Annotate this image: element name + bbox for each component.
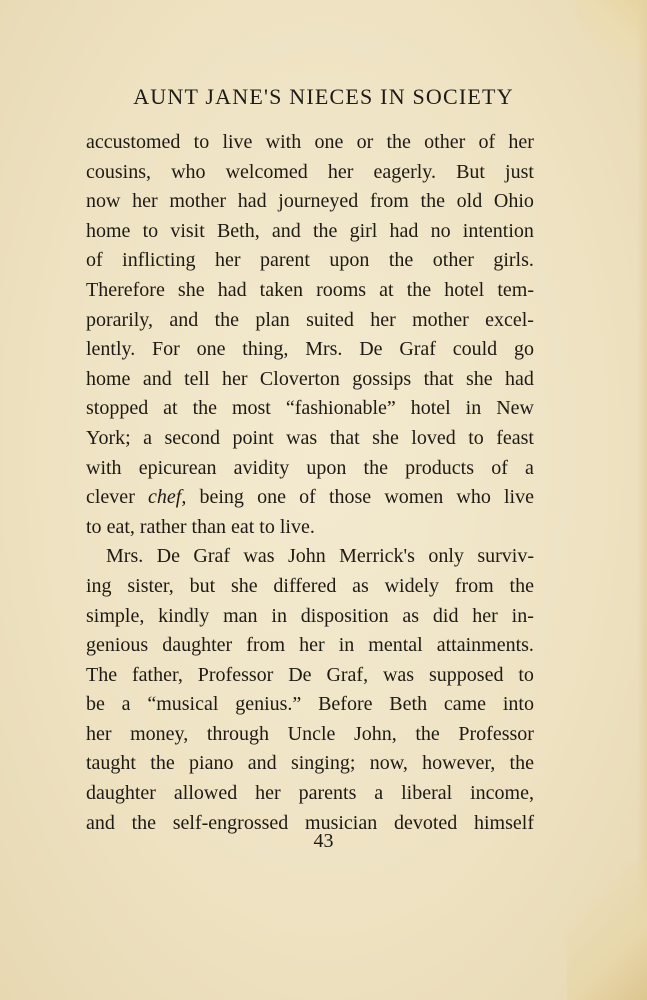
page-number: 43 bbox=[313, 830, 334, 852]
word: lently. bbox=[86, 338, 136, 361]
word: home bbox=[86, 367, 131, 390]
word: the bbox=[214, 308, 239, 331]
word: she bbox=[465, 367, 493, 390]
word: the bbox=[192, 397, 217, 420]
word: eat, bbox=[106, 515, 140, 538]
word: and bbox=[86, 811, 115, 834]
word: upon bbox=[329, 249, 370, 272]
word: was bbox=[243, 545, 275, 568]
word: journeyed bbox=[278, 190, 359, 213]
word: chef, bbox=[148, 486, 187, 509]
word: her bbox=[299, 634, 325, 657]
text-line bbox=[86, 661, 534, 691]
word: now, bbox=[369, 752, 408, 775]
word: taken bbox=[259, 278, 303, 301]
word: second bbox=[164, 426, 221, 449]
word: gossips bbox=[352, 367, 412, 390]
word: a bbox=[525, 456, 534, 479]
word: or bbox=[356, 131, 374, 153]
word: just bbox=[505, 160, 534, 183]
word: the bbox=[386, 131, 411, 153]
word: her bbox=[132, 190, 158, 213]
word: epicurean bbox=[138, 456, 217, 479]
word: but bbox=[189, 574, 216, 597]
word: cousins, bbox=[86, 160, 151, 183]
word: than bbox=[191, 515, 231, 538]
word: intention bbox=[462, 219, 534, 242]
word: excel- bbox=[485, 308, 534, 331]
word: taught bbox=[86, 752, 136, 775]
word: from bbox=[369, 190, 409, 213]
word: supposed bbox=[429, 663, 504, 686]
word: who bbox=[456, 486, 491, 509]
word: who bbox=[171, 160, 206, 183]
word: eagerly. bbox=[373, 160, 436, 183]
word: her bbox=[222, 367, 248, 390]
word: and bbox=[247, 752, 277, 775]
word: to bbox=[259, 515, 280, 538]
word: York; bbox=[86, 426, 131, 449]
word: liberal bbox=[401, 782, 453, 805]
word: kindly bbox=[158, 604, 210, 627]
word: daughter bbox=[162, 634, 233, 657]
word: a bbox=[121, 693, 131, 716]
word: her bbox=[472, 604, 498, 627]
word: as bbox=[352, 574, 369, 597]
word: as bbox=[402, 604, 420, 627]
word: thing, bbox=[242, 338, 289, 361]
text-line bbox=[86, 276, 534, 306]
word: the bbox=[131, 811, 157, 834]
word: and bbox=[142, 367, 172, 390]
word: ing bbox=[86, 574, 112, 597]
word: visit bbox=[170, 219, 205, 242]
word: genius.” bbox=[235, 693, 302, 716]
word: her bbox=[327, 160, 354, 183]
text-line bbox=[86, 483, 534, 513]
word: with bbox=[265, 131, 302, 153]
word: mother bbox=[169, 190, 227, 213]
text-line bbox=[86, 720, 534, 750]
word: was bbox=[382, 663, 415, 686]
text-line bbox=[86, 749, 534, 779]
word: had bbox=[505, 367, 534, 390]
word: allowed bbox=[173, 782, 238, 805]
word: one bbox=[257, 486, 286, 509]
word: porarily, bbox=[86, 308, 154, 331]
word: products bbox=[405, 456, 475, 479]
word: the bbox=[509, 752, 534, 775]
word: The bbox=[86, 663, 118, 686]
word: welcomed bbox=[225, 160, 308, 183]
text-line bbox=[86, 187, 534, 217]
word: piano bbox=[189, 752, 234, 775]
word: rooms bbox=[316, 278, 367, 301]
word: other bbox=[432, 249, 474, 272]
word: of bbox=[491, 456, 508, 479]
text-line bbox=[86, 424, 534, 454]
word: De bbox=[288, 663, 312, 686]
word: Beth bbox=[389, 693, 428, 716]
word: those bbox=[328, 486, 372, 509]
word: had bbox=[237, 190, 267, 213]
word: the bbox=[415, 722, 440, 745]
text-line bbox=[86, 631, 534, 661]
text-line bbox=[86, 306, 534, 336]
word: in bbox=[271, 604, 287, 627]
running-header: AUNT JANE'S NIECES IN SOCIETY bbox=[133, 84, 514, 109]
word: point bbox=[232, 426, 274, 449]
word: Ohio bbox=[493, 190, 534, 213]
text-line bbox=[86, 335, 534, 365]
text-line bbox=[86, 158, 534, 188]
word: from bbox=[454, 574, 494, 597]
text-line bbox=[86, 572, 534, 602]
word: into bbox=[502, 693, 534, 716]
text-line bbox=[86, 454, 534, 484]
word: at bbox=[379, 278, 394, 301]
word: however, bbox=[422, 752, 496, 775]
word: father, bbox=[132, 663, 183, 686]
word: Professor bbox=[197, 663, 274, 686]
word: through bbox=[206, 722, 270, 745]
word: loved bbox=[411, 426, 456, 449]
word: hotel bbox=[410, 397, 451, 420]
word: she bbox=[372, 426, 399, 449]
word: Merrick's bbox=[339, 545, 415, 568]
word: plan bbox=[255, 308, 290, 331]
word: her bbox=[214, 249, 241, 272]
word: genious bbox=[86, 634, 149, 657]
word: Graf, bbox=[326, 663, 369, 686]
word: Mrs. bbox=[106, 545, 144, 568]
word: to bbox=[518, 663, 534, 686]
word: Graf bbox=[193, 545, 231, 568]
word: most bbox=[231, 397, 271, 420]
word: income, bbox=[470, 782, 534, 805]
word: De bbox=[156, 545, 180, 568]
word: a bbox=[374, 782, 384, 805]
word: only bbox=[428, 545, 464, 568]
word: attainments. bbox=[436, 634, 534, 657]
word: other bbox=[424, 131, 466, 153]
word: of bbox=[86, 249, 103, 272]
word: live. bbox=[279, 515, 315, 538]
word: eat bbox=[230, 515, 260, 538]
word: a bbox=[143, 426, 153, 449]
word: inflicting bbox=[122, 249, 196, 272]
word: tem- bbox=[497, 278, 534, 301]
word: girl bbox=[349, 219, 378, 242]
word: suited bbox=[306, 308, 354, 331]
word: tell bbox=[184, 367, 210, 390]
page-corner-tear bbox=[567, 860, 647, 1000]
word: feast bbox=[496, 426, 534, 449]
word: and bbox=[169, 308, 199, 331]
word: De bbox=[359, 338, 383, 361]
word: the bbox=[420, 190, 445, 213]
word: came bbox=[443, 693, 487, 716]
word: her bbox=[86, 722, 112, 745]
word: be bbox=[86, 693, 105, 716]
word: mother bbox=[412, 308, 469, 331]
word: live bbox=[222, 131, 253, 153]
word: that bbox=[423, 367, 454, 390]
word: to bbox=[142, 219, 159, 242]
text-line bbox=[86, 246, 534, 276]
word: home bbox=[86, 219, 131, 242]
word: musician bbox=[305, 811, 378, 834]
word: to bbox=[193, 131, 210, 153]
word: Before bbox=[318, 693, 373, 716]
word: her bbox=[370, 308, 396, 331]
word: at bbox=[163, 397, 178, 420]
word: the bbox=[388, 249, 414, 272]
word: with bbox=[86, 456, 122, 479]
word: parents bbox=[298, 782, 357, 805]
word: had bbox=[217, 278, 247, 301]
word: could bbox=[452, 338, 498, 361]
word: women bbox=[384, 486, 444, 509]
word: did bbox=[432, 604, 459, 627]
word: himself bbox=[473, 811, 534, 834]
word: the bbox=[363, 456, 388, 479]
word: she bbox=[230, 574, 258, 597]
word: rather bbox=[139, 515, 192, 538]
word: devoted bbox=[393, 811, 458, 834]
word: old bbox=[456, 190, 483, 213]
word: Uncle bbox=[287, 722, 336, 745]
word: John bbox=[287, 545, 326, 568]
word: “fashionable” bbox=[285, 397, 396, 420]
word: Beth, bbox=[216, 219, 260, 242]
word: of bbox=[478, 131, 496, 153]
word: in bbox=[338, 634, 355, 657]
word: clever bbox=[86, 486, 135, 509]
word: upon bbox=[306, 456, 347, 479]
word: For bbox=[152, 338, 180, 361]
word: accustomed bbox=[86, 131, 181, 153]
word: that bbox=[329, 426, 360, 449]
word: girls. bbox=[493, 249, 534, 272]
word: man bbox=[223, 604, 258, 627]
word: one bbox=[314, 131, 344, 153]
word: her bbox=[508, 131, 534, 153]
word: the bbox=[150, 752, 175, 775]
word: go bbox=[513, 338, 534, 361]
word: John, bbox=[353, 722, 397, 745]
word: one bbox=[196, 338, 226, 361]
word: live bbox=[503, 486, 534, 509]
word: Mrs. bbox=[305, 338, 343, 361]
text-line bbox=[86, 542, 534, 572]
text-line bbox=[86, 513, 534, 543]
word: in- bbox=[511, 604, 534, 627]
word: Therefore bbox=[86, 278, 165, 301]
word: Cloverton bbox=[259, 367, 340, 390]
word: to bbox=[86, 515, 107, 538]
word: now bbox=[86, 190, 121, 213]
word: widely bbox=[384, 574, 440, 597]
text-line bbox=[86, 602, 534, 632]
word: in bbox=[465, 397, 482, 420]
word: sister, bbox=[127, 574, 174, 597]
word: of bbox=[299, 486, 316, 509]
word: the bbox=[509, 574, 534, 597]
word: avidity bbox=[233, 456, 290, 479]
text-line bbox=[86, 690, 534, 720]
word: money, bbox=[130, 722, 189, 745]
word: to bbox=[468, 426, 484, 449]
word: stopped bbox=[86, 397, 149, 420]
word: singing; bbox=[290, 752, 356, 775]
text-line bbox=[86, 394, 534, 424]
body-text bbox=[86, 128, 534, 838]
word: no bbox=[430, 219, 451, 242]
word: “musical bbox=[147, 693, 219, 716]
word: simple, bbox=[86, 604, 145, 627]
word: hotel bbox=[444, 278, 485, 301]
word: But bbox=[456, 160, 485, 183]
word: being bbox=[199, 486, 244, 509]
word: disposition bbox=[300, 604, 389, 627]
text-line bbox=[86, 779, 534, 809]
word: New bbox=[496, 397, 534, 420]
word: Professor bbox=[458, 722, 534, 745]
text-line bbox=[86, 128, 534, 158]
word: was bbox=[286, 426, 318, 449]
word: the bbox=[312, 219, 338, 242]
word: she bbox=[177, 278, 205, 301]
text-line bbox=[86, 365, 534, 395]
word: surviv- bbox=[477, 545, 534, 568]
word: the bbox=[406, 278, 432, 301]
word: her bbox=[255, 782, 281, 805]
word: and bbox=[271, 219, 301, 242]
word: from bbox=[246, 634, 286, 657]
word: Graf bbox=[399, 338, 436, 361]
word: mental bbox=[368, 634, 423, 657]
word: self-engrossed bbox=[172, 811, 289, 834]
word: daughter bbox=[86, 782, 156, 805]
word: parent bbox=[259, 249, 310, 272]
word: had bbox=[389, 219, 419, 242]
word: differed bbox=[273, 574, 337, 597]
text-line bbox=[86, 217, 534, 247]
